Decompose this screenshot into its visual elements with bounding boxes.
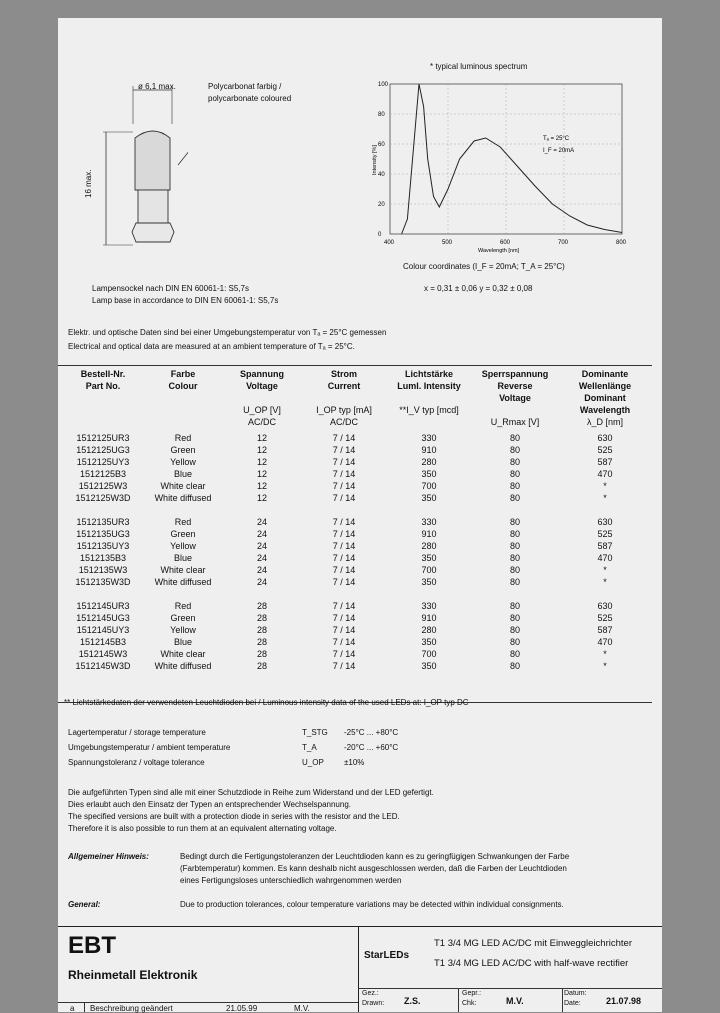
table-row — [62, 444, 652, 456]
material-en: polycarbonate coloured — [208, 94, 292, 103]
table-header-cell — [62, 392, 144, 404]
rating-label: Spannungstoleranz / voltage tolerance — [68, 758, 205, 767]
table-row — [62, 600, 652, 612]
date-label: Date: — [564, 1000, 581, 1007]
titleblock-divider — [358, 926, 359, 1012]
table-row — [62, 564, 652, 576]
table-header-cell — [62, 404, 144, 416]
table-row — [62, 480, 652, 492]
table-cell: 330 — [421, 601, 437, 611]
table-cell: Green — [170, 445, 196, 455]
table-cell: 7 / 14 — [332, 577, 356, 587]
datum-label: Datum: — [564, 990, 587, 997]
table-header-cell — [386, 416, 472, 428]
coordinate-values: x = 0,31 ± 0,06 y = 0,32 ± 0,08 — [424, 284, 533, 293]
spectrum-title: * typical luminous spectrum — [430, 62, 528, 71]
table-header-row — [62, 416, 652, 428]
table-header-cell: Strom — [330, 369, 357, 379]
table-header-cell: Lichtstärke — [404, 369, 454, 379]
revision-text: Beschreibung geändert — [90, 1004, 173, 1013]
table-header-cell: λ_D [nm] — [586, 417, 623, 427]
table-header-cell: Farbe — [170, 369, 196, 379]
table-cell: 1512145UG3 — [76, 613, 130, 623]
table-cell: 7 / 14 — [332, 625, 356, 635]
table-row — [62, 432, 652, 444]
table-header-cell: Part No. — [85, 381, 121, 391]
table-cell: White diffused — [154, 493, 212, 503]
table-header-cell — [144, 392, 222, 404]
condition-current: I_F = 20mA — [543, 148, 575, 154]
table-cell: 280 — [421, 541, 437, 551]
table-cell: 7 / 14 — [332, 601, 356, 611]
table-cell: 1512125UY3 — [76, 457, 130, 467]
drawn-by: Z.S. — [404, 996, 421, 1006]
table-header-cell: I_OP typ [mA] — [316, 405, 372, 415]
table-cell: 7 / 14 — [332, 649, 356, 659]
lamp-drawing — [78, 80, 188, 255]
table-cell: 1512125UR3 — [76, 433, 130, 443]
table-cell: 7 / 14 — [332, 541, 356, 551]
note-line: Dies erlaubt auch den Einsatz der Typen an entsprechender Wechselspannung. — [68, 800, 351, 809]
table-header-cell: Luml. Intensity — [397, 381, 461, 391]
table-cell: 1512135W3 — [78, 565, 128, 575]
table-cell: 350 — [421, 637, 437, 647]
table-cell: * — [603, 493, 607, 503]
table-cell: 350 — [421, 493, 437, 503]
table-cell: Red — [174, 517, 192, 527]
table-row — [62, 456, 652, 468]
table-cell: 80 — [509, 613, 520, 623]
table-header-cell: Dominante — [581, 369, 629, 379]
table-cell: 12 — [256, 469, 267, 479]
y-tick-label: 20 — [378, 202, 385, 208]
table-cell: * — [603, 661, 607, 671]
table-cell: 470 — [597, 553, 613, 563]
table-cell: 470 — [597, 637, 613, 647]
table-cell: 1512145UR3 — [76, 601, 130, 611]
rating-value: ±10% — [344, 758, 365, 767]
table-cell: 1512145B3 — [79, 637, 127, 647]
general-de-line: (Farbtemperatur) kommen. Es kann deshalb nicht ausgeschlossen werden, daß die Farben der Leuchtdioden — [180, 864, 567, 873]
table-cell: 7 / 14 — [332, 565, 356, 575]
table-row — [62, 624, 652, 636]
table-cell: 24 — [256, 541, 267, 551]
table-cell: 80 — [509, 649, 520, 659]
table-cell: 12 — [256, 433, 267, 443]
rating-label: Umgebungstemperatur / ambient temperature — [68, 743, 231, 752]
table-cell: Blue — [173, 553, 192, 563]
table-cell: 350 — [421, 661, 437, 671]
general-en-text: Due to production tolerances, colour temperature variations may be detected within individual consignments. — [180, 900, 564, 909]
table-cell: 587 — [597, 457, 613, 467]
rating-symbol: T_STG — [302, 728, 328, 737]
x-axis-label: Wavelength [nm] — [478, 248, 520, 254]
intro-en: Electrical and optical data are measured at an ambient temperature of Tₐ = 25°C. — [68, 342, 355, 351]
general-en-label: General: — [68, 900, 101, 909]
sign-row-top — [358, 988, 662, 989]
table-cell: 350 — [421, 469, 437, 479]
table-cell: 7 / 14 — [332, 469, 356, 479]
table-header-cell: U_OP [V] — [243, 405, 281, 415]
revision-date: 21.05.99 — [226, 1004, 258, 1013]
table-header-cell: Reverse — [497, 381, 533, 391]
table-cell: 7 / 14 — [332, 661, 356, 671]
table-header-row — [62, 392, 652, 404]
table-row — [62, 552, 652, 564]
table-cell: 525 — [597, 613, 613, 623]
general-de-line: Bedingt durch die Fertigungstoleranzen der Leuchtdioden kann es zu geringfügigen Schwankungen der Farbe — [180, 852, 570, 861]
revision-by: M.V. — [294, 1004, 310, 1013]
table-cell: 80 — [509, 469, 520, 479]
table-cell: 1512135UY3 — [76, 541, 130, 551]
material-de: Polycarbonat farbig / — [208, 82, 282, 91]
y-tick-label: 0 — [378, 232, 382, 238]
rating-value: -25°C ... +80°C — [344, 728, 399, 737]
table-cell: 80 — [509, 601, 520, 611]
table-cell: 1512135UG3 — [76, 529, 130, 539]
table-cell: 28 — [256, 661, 267, 671]
gepr-label: Gepr.: — [462, 990, 482, 997]
table-cell: 12 — [256, 445, 267, 455]
table-cell: 7 / 14 — [332, 529, 356, 539]
table-cell: 24 — [256, 529, 267, 539]
table-cell: White diffused — [154, 577, 212, 587]
table-header-cell — [144, 416, 222, 428]
date-value: 21.07.98 — [606, 996, 642, 1006]
table-header-cell — [386, 392, 472, 404]
table-cell: 1512135UR3 — [76, 517, 130, 527]
general-de-label: Allgemeiner Hinweis: — [68, 852, 149, 861]
table-cell: 80 — [509, 661, 520, 671]
table-cell: 7 / 14 — [332, 445, 356, 455]
table-cell: White clear — [160, 649, 206, 659]
spectrum-curve — [402, 84, 622, 234]
table-cell: White diffused — [154, 661, 212, 671]
rating-value: -20°C ... +60°C — [344, 743, 399, 752]
table-cell: 80 — [509, 493, 520, 503]
note-line: The specified versions are built with a protection diode in series with the resistor and the LED. — [68, 812, 400, 821]
rating-symbol: U_OP — [302, 758, 324, 767]
table-cell: 12 — [256, 481, 267, 491]
revision-letter: a — [70, 1004, 75, 1013]
x-tick-label: 700 — [558, 240, 569, 246]
table-header-cell: Dominant — [584, 393, 626, 403]
table-header-cell: Wellenlänge — [578, 381, 632, 391]
table-header-cell — [144, 404, 222, 416]
x-tick-label: 500 — [442, 240, 453, 246]
table-cell: 7 / 14 — [332, 493, 356, 503]
diameter-label: ø 6,1 max. — [138, 82, 176, 91]
table-cell: 28 — [256, 613, 267, 623]
table-cell: 24 — [256, 565, 267, 575]
rating-symbol: T_A — [302, 743, 317, 752]
table-cell: Red — [174, 601, 192, 611]
revision-row-top — [58, 1002, 358, 1003]
table-cell: 525 — [597, 529, 613, 539]
table-cell: 1512125W3 — [78, 481, 128, 491]
table-header-cell: AC/DC — [247, 417, 276, 427]
table-cell: Yellow — [170, 541, 196, 551]
condition-temp: Tₐ = 25°C — [543, 136, 570, 142]
table-cell: 80 — [509, 529, 520, 539]
table-cell: 630 — [597, 601, 613, 611]
table-header-cell: Wavelength — [579, 405, 631, 415]
data-table — [62, 368, 652, 672]
x-tick-label: 400 — [384, 240, 395, 246]
table-cell: Green — [170, 529, 196, 539]
table-header-cell — [222, 392, 302, 404]
table-cell: 80 — [509, 553, 520, 563]
table-cell: 1512135W3D — [75, 577, 131, 587]
table-row — [62, 528, 652, 540]
y-tick-label: 40 — [378, 172, 385, 178]
table-cell: 587 — [597, 625, 613, 635]
table-cell: 80 — [509, 445, 520, 455]
table-cell: Blue — [173, 469, 192, 479]
general-de-line: eines Fertigungsloses unterschiedlich wahrgenommen werden — [180, 876, 402, 885]
table-row — [62, 612, 652, 624]
table-cell: Yellow — [170, 625, 196, 635]
table-cell: 7 / 14 — [332, 637, 356, 647]
ebt-logo: EBT — [68, 932, 116, 959]
table-cell: 80 — [509, 457, 520, 467]
chk-label: Chk: — [462, 1000, 477, 1007]
table-cell: 80 — [509, 433, 520, 443]
table-cell: 12 — [256, 493, 267, 503]
table-cell: 587 — [597, 541, 613, 551]
chart-frame — [390, 84, 622, 234]
table-row — [62, 540, 652, 552]
table-cell: 1512125UG3 — [76, 445, 130, 455]
table-header-row — [62, 380, 652, 392]
table-header-cell: Current — [327, 381, 361, 391]
table-header-cell: Voltage — [499, 393, 531, 403]
footnote: ** Lichtstärkedaten der verwendeten Leuchtdioden bei / Luminous intensity data of the used LEDs at: I_OP typ DC — [64, 698, 469, 707]
table-cell: Red — [174, 433, 192, 443]
table-cell: 80 — [509, 625, 520, 635]
table-cell: 280 — [421, 625, 437, 635]
table-cell: 12 — [256, 457, 267, 467]
table-cell: 1512145W3 — [78, 649, 128, 659]
table-cell: 910 — [421, 445, 437, 455]
table-cell: 7 / 14 — [332, 481, 356, 491]
gez-label: Gez.: — [362, 990, 379, 997]
table-cell: 1512125B3 — [79, 469, 127, 479]
series-name: StarLEDs — [364, 950, 410, 961]
table-cell: 7 / 14 — [332, 553, 356, 563]
x-tick-label: 600 — [500, 240, 511, 246]
y-tick-label: 100 — [378, 82, 389, 88]
table-cell: 910 — [421, 529, 437, 539]
lamp-base-en: Lamp base in accordance to DIN EN 60061-1: S5,7s — [92, 296, 279, 305]
table-cell: * — [603, 565, 607, 575]
y-tick-label: 80 — [378, 112, 385, 118]
y-axis-label: Intensity [%] — [372, 145, 378, 175]
drawn-label: Drawn: — [362, 1000, 385, 1007]
y-tick-label: 60 — [378, 142, 385, 148]
table-cell: Blue — [173, 637, 192, 647]
table-header-cell — [302, 392, 386, 404]
title-en: T1 3/4 MG LED AC/DC with half-wave rectifier — [434, 958, 629, 969]
titleblock-top — [58, 926, 662, 927]
colour-coordinates: Colour coordinates (I_F = 20mA; T_A = 25°C) — [403, 262, 565, 271]
table-cell: 80 — [509, 517, 520, 527]
table-row — [62, 660, 652, 672]
table-cell: 80 — [509, 577, 520, 587]
table-cell: Green — [170, 613, 196, 623]
table-header-cell: Sperrspannung — [481, 369, 549, 379]
table-cell: 470 — [597, 469, 613, 479]
table-top-rule — [58, 365, 652, 366]
table-cell: White clear — [160, 565, 206, 575]
table-cell: 28 — [256, 637, 267, 647]
table-header-cell: U_Rmax [V] — [490, 417, 540, 427]
table-cell: * — [603, 577, 607, 587]
table-cell: Yellow — [170, 457, 196, 467]
table-cell: 350 — [421, 577, 437, 587]
table-cell: * — [603, 649, 607, 659]
note-line: Therefore it is also possible to run them at an equivalent alternating voltage. — [68, 824, 337, 833]
checked-by: M.V. — [506, 996, 524, 1006]
table-row — [62, 468, 652, 480]
table-header-cell — [62, 416, 144, 428]
table-cell: 24 — [256, 553, 267, 563]
table-cell: 525 — [597, 445, 613, 455]
table-row — [62, 636, 652, 648]
table-cell: * — [603, 481, 607, 491]
table-header-row — [62, 368, 652, 380]
table-cell: 28 — [256, 625, 267, 635]
table-cell: 280 — [421, 457, 437, 467]
table-cell: 28 — [256, 649, 267, 659]
table-cell: 7 / 14 — [332, 517, 356, 527]
datasheet-page — [58, 18, 662, 1012]
lamp-base-de: Lampensockel nach DIN EN 60061-1: S5,7s — [92, 284, 249, 293]
table-cell: 1512145W3D — [75, 661, 131, 671]
table-header-cell: Colour — [168, 381, 198, 391]
table-cell: 350 — [421, 553, 437, 563]
table-cell: 330 — [421, 433, 437, 443]
table-cell: 630 — [597, 433, 613, 443]
table-cell: 700 — [421, 481, 437, 491]
table-header-cell: Bestell-Nr. — [80, 369, 126, 379]
intro-de: Elektr. und optische Daten sind bei einer Umgebungstemperatur von Tₐ = 25°C gemessen — [68, 328, 387, 337]
table-header-cell: AC/DC — [329, 417, 358, 427]
table-header-row — [62, 404, 652, 416]
table-cell: White clear — [160, 481, 206, 491]
table-cell: 1512145UY3 — [76, 625, 130, 635]
table-cell: 80 — [509, 637, 520, 647]
table-cell: 80 — [509, 565, 520, 575]
table-header-cell: **I_V typ [mcd] — [399, 405, 459, 415]
table-cell: 80 — [509, 541, 520, 551]
table-cell: 24 — [256, 517, 267, 527]
table-row — [62, 492, 652, 504]
table-header-cell: Voltage — [246, 381, 278, 391]
table-cell: 7 / 14 — [332, 433, 356, 443]
rating-label: Lagertemperatur / storage temperature — [68, 728, 206, 737]
table-row — [62, 576, 652, 588]
table-cell: 630 — [597, 517, 613, 527]
table-cell: 1512135B3 — [79, 553, 127, 563]
table-cell: 1512125W3D — [75, 493, 131, 503]
table-cell: 700 — [421, 565, 437, 575]
x-tick-label: 800 — [616, 240, 627, 246]
table-cell: 24 — [256, 577, 267, 587]
table-cell: 330 — [421, 517, 437, 527]
table-cell: 28 — [256, 601, 267, 611]
table-cell: 910 — [421, 613, 437, 623]
table-cell: 700 — [421, 649, 437, 659]
table-header-cell: Spannung — [240, 369, 284, 379]
spectrum-chart — [368, 80, 628, 255]
title-de: T1 3/4 MG LED AC/DC mit Einweggleichrichter — [434, 938, 632, 949]
company-name: Rheinmetall Elektronik — [68, 968, 198, 982]
table-row — [62, 516, 652, 528]
length-label: 16 max. — [84, 169, 93, 198]
table-cell: 80 — [509, 481, 520, 491]
table-cell: 7 / 14 — [332, 613, 356, 623]
note-line: Die aufgeführten Typen sind alle mit einer Schutzdiode in Reihe zum Widerstand und der LED gefertigt. — [68, 788, 434, 797]
table-row — [62, 648, 652, 660]
table-cell: 7 / 14 — [332, 457, 356, 467]
table-header-cell — [472, 404, 558, 416]
